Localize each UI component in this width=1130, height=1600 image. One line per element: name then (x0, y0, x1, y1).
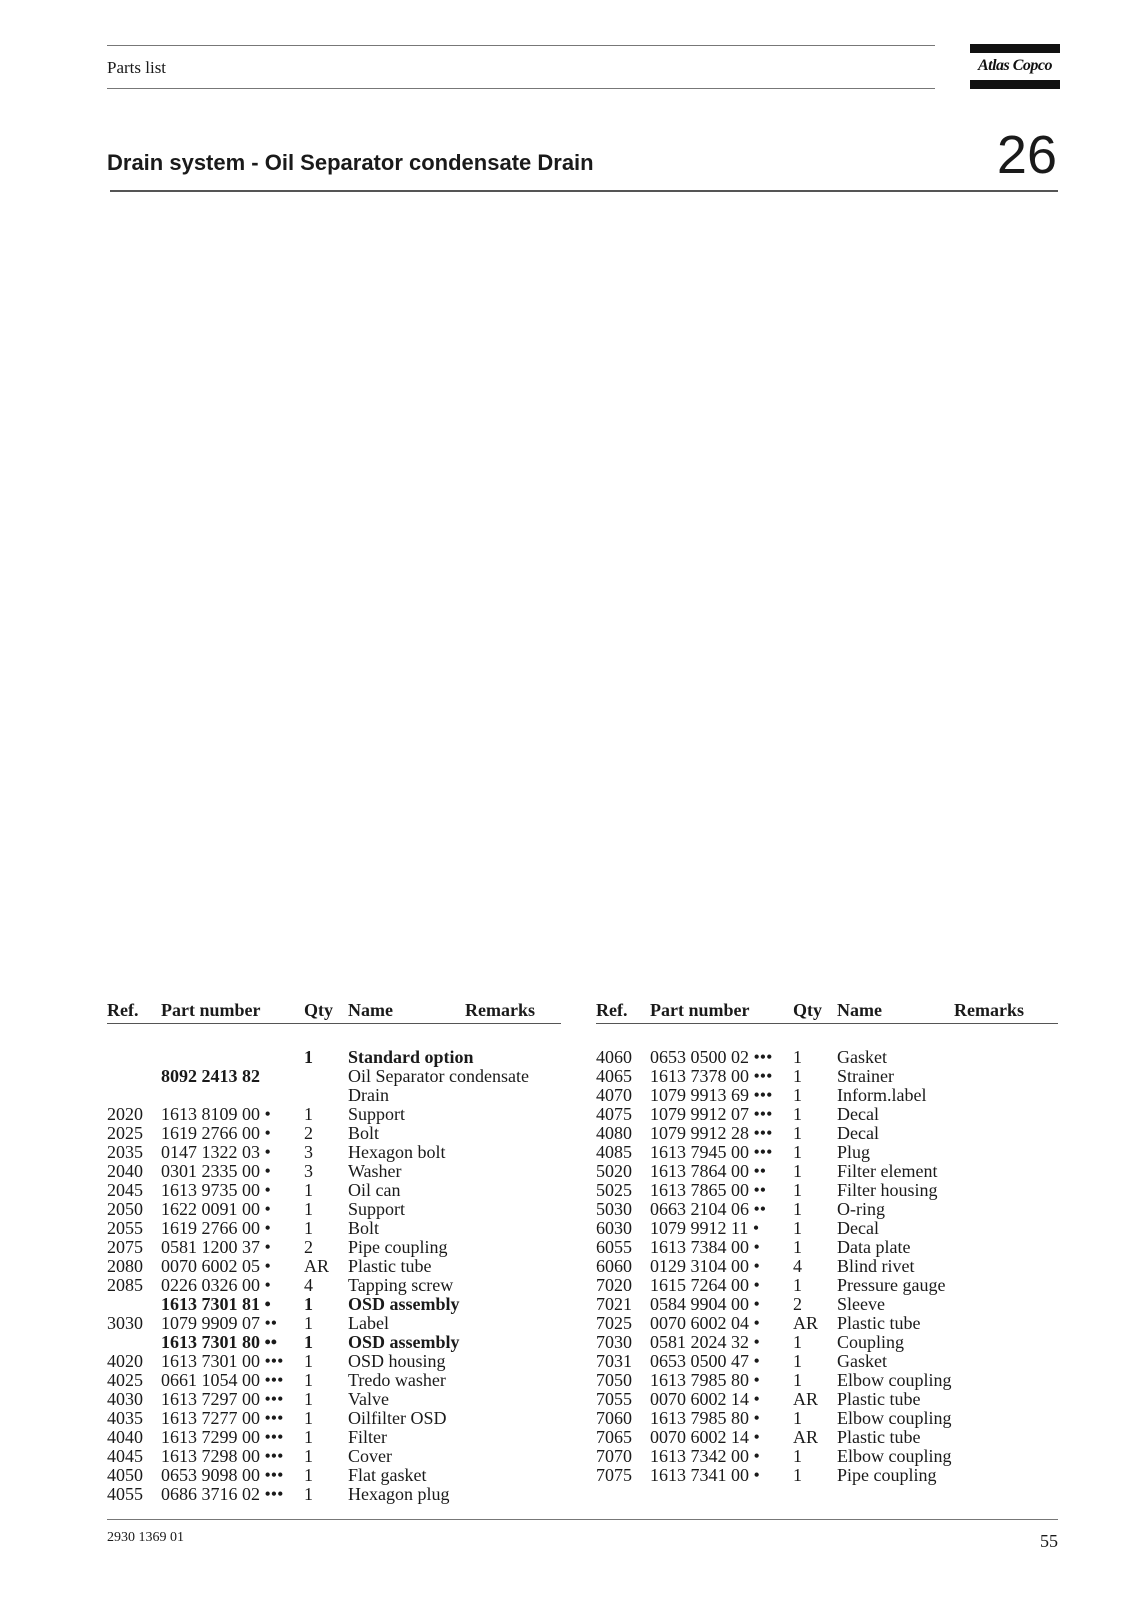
table-row (107, 1067, 574, 1086)
name-cell: Filter (348, 1427, 387, 1447)
part-number-cell: 1613 7985 80 • (650, 1370, 760, 1390)
table-row (596, 1048, 1063, 1067)
table-row (107, 1048, 574, 1067)
part-number-cell: 1613 7299 00 ••• (161, 1427, 284, 1447)
part-number-cell: 1613 7301 80 •• (161, 1332, 278, 1352)
qty-cell: 1 (793, 1237, 802, 1257)
ref-cell: 7021 (596, 1294, 632, 1314)
qty-cell: 1 (793, 1180, 802, 1200)
part-number-cell: 0581 2024 32 • (650, 1332, 760, 1352)
ref-cell: 5020 (596, 1161, 632, 1181)
qty-cell: AR (793, 1389, 819, 1409)
part-number-cell: 0661 1054 00 ••• (161, 1370, 284, 1390)
ref-cell: 4070 (596, 1085, 632, 1105)
name-cell: OSD housing (348, 1351, 446, 1371)
title-rule (110, 190, 1058, 192)
part-number-cell: 1613 7341 00 • (650, 1465, 760, 1485)
qty-cell: 1 (304, 1427, 313, 1447)
section-label: Parts list (107, 58, 167, 77)
part-number-cell: 1613 7384 00 • (650, 1237, 760, 1257)
name-cell: Valve (348, 1389, 389, 1409)
ref-cell: 2035 (107, 1142, 143, 1162)
ref-cell: 2050 (107, 1199, 143, 1219)
header-qty: Qty (304, 1000, 333, 1020)
table-row (596, 1352, 1063, 1371)
qty-cell: 1 (793, 1047, 802, 1067)
name-cell: Bolt (348, 1123, 380, 1143)
table-row (107, 1390, 574, 1409)
rows-container (107, 1048, 574, 1504)
name-cell: Gasket (837, 1351, 887, 1371)
table-row (107, 1485, 574, 1504)
name-cell: Plastic tube (348, 1256, 432, 1276)
header-name: Name (837, 1000, 882, 1020)
table-row (596, 1390, 1063, 1409)
part-number-cell: 1079 9909 07 •• (161, 1313, 278, 1333)
table-header (596, 1000, 1063, 1022)
header-remarks: Remarks (954, 1000, 1024, 1020)
name-cell: Pipe coupling (837, 1465, 937, 1485)
ref-cell: 2085 (107, 1275, 143, 1295)
name-cell: Hexagon bolt (348, 1142, 446, 1162)
name-cell: OSD assembly (348, 1294, 460, 1314)
table-row (107, 1447, 574, 1466)
table-row (107, 1295, 574, 1314)
name-cell: Oil Separator condensate (348, 1066, 529, 1086)
ref-cell: 7075 (596, 1465, 632, 1485)
qty-cell: 1 (304, 1351, 313, 1371)
part-number-cell: 1613 7342 00 • (650, 1446, 760, 1466)
qty-cell: 1 (793, 1465, 802, 1485)
name-cell: Bolt (348, 1218, 380, 1238)
part-number-cell: 0653 0500 47 • (650, 1351, 760, 1371)
ref-cell: 5025 (596, 1180, 632, 1200)
table-row (107, 1200, 574, 1219)
ref-cell: 2080 (107, 1256, 143, 1276)
table-row (596, 1276, 1063, 1295)
part-number-cell: 1613 8109 00 • (161, 1104, 271, 1124)
qty-cell: 2 (304, 1123, 313, 1143)
qty-cell: 1 (793, 1085, 802, 1105)
name-cell: Drain (348, 1085, 389, 1105)
rows-container (596, 1048, 1063, 1485)
part-number-cell: 0070 6002 05 • (161, 1256, 271, 1276)
table-row (596, 1238, 1063, 1257)
qty-cell: 1 (304, 1180, 313, 1200)
ref-cell: 2055 (107, 1218, 143, 1238)
table-row (107, 1428, 574, 1447)
parts-table-left (107, 1000, 574, 1504)
qty-cell: 1 (304, 1294, 313, 1314)
qty-cell: 1 (793, 1275, 802, 1295)
section-number: 26 (996, 125, 1057, 185)
name-cell: OSD assembly (348, 1332, 460, 1352)
part-number-cell: 1613 7301 81 • (161, 1294, 271, 1314)
qty-cell: 4 (304, 1275, 313, 1295)
part-number-cell: 1613 7378 00 ••• (650, 1066, 773, 1086)
qty-cell: AR (793, 1313, 819, 1333)
qty-cell: 1 (793, 1142, 802, 1162)
table-row (107, 1352, 574, 1371)
table-row (596, 1086, 1063, 1105)
ref-cell: 4030 (107, 1389, 143, 1409)
table-header (107, 1000, 574, 1022)
qty-cell: 3 (304, 1161, 313, 1181)
table-row (596, 1143, 1063, 1162)
part-number-cell: 0581 1200 37 • (161, 1237, 271, 1257)
part-number-cell: 1622 0091 00 • (161, 1199, 271, 1219)
name-cell: Plastic tube (837, 1427, 921, 1447)
qty-cell: 1 (793, 1351, 802, 1371)
header-rule (596, 1023, 1058, 1024)
name-cell: Decal (837, 1218, 879, 1238)
table-row (596, 1314, 1063, 1333)
qty-cell: 1 (793, 1066, 802, 1086)
name-cell: Sleeve (837, 1294, 885, 1314)
qty-cell: 1 (793, 1370, 802, 1390)
qty-cell: 1 (304, 1465, 313, 1485)
part-number-cell: 0070 6002 14 • (650, 1427, 760, 1447)
table-row (107, 1143, 574, 1162)
table-row (107, 1276, 574, 1295)
table-row (107, 1086, 574, 1105)
header-bottom-rule (107, 88, 935, 89)
name-cell: Oilfilter OSD (348, 1408, 447, 1428)
header-ref: Ref. (596, 1000, 628, 1020)
part-number-cell: 1619 2766 00 • (161, 1123, 271, 1143)
ref-cell: 7070 (596, 1446, 632, 1466)
ref-cell: 2075 (107, 1237, 143, 1257)
table-row (596, 1295, 1063, 1314)
qty-cell: 1 (304, 1389, 313, 1409)
part-number-cell: 1613 7985 80 • (650, 1408, 760, 1428)
part-number-cell: 0584 9904 00 • (650, 1294, 760, 1314)
name-cell: Filter element (837, 1161, 938, 1181)
part-number-cell: 1613 7301 00 ••• (161, 1351, 284, 1371)
ref-cell: 7055 (596, 1389, 632, 1409)
ref-cell: 7030 (596, 1332, 632, 1352)
name-cell: Plastic tube (837, 1313, 921, 1333)
ref-cell: 4085 (596, 1142, 632, 1162)
ref-cell: 7020 (596, 1275, 632, 1295)
qty-cell: 1 (304, 1370, 313, 1390)
name-cell: Support (348, 1104, 406, 1124)
qty-cell: 1 (304, 1332, 313, 1352)
table-row (107, 1257, 574, 1276)
qty-cell: 1 (304, 1218, 313, 1238)
qty-cell: 2 (304, 1237, 313, 1257)
header-ref: Ref. (107, 1000, 139, 1020)
header-remarks: Remarks (465, 1000, 535, 1020)
part-number-cell: 0070 6002 04 • (650, 1313, 760, 1333)
name-cell: Plug (837, 1142, 871, 1162)
ref-cell: 7025 (596, 1313, 632, 1333)
table-row (596, 1219, 1063, 1238)
name-cell: Elbow coupling (837, 1408, 952, 1428)
ref-cell: 2020 (107, 1104, 143, 1124)
ref-cell: 4060 (596, 1047, 632, 1067)
name-cell: Inform.label (837, 1085, 927, 1105)
header-qty: Qty (793, 1000, 822, 1020)
qty-cell: 2 (793, 1294, 802, 1314)
page-title: Drain system - Oil Separator condensate Drain (107, 150, 594, 175)
name-cell: Tredo washer (348, 1370, 446, 1390)
table-row (107, 1162, 574, 1181)
qty-cell: 1 (793, 1408, 802, 1428)
table-row (107, 1124, 574, 1143)
ref-cell: 4025 (107, 1370, 143, 1390)
part-number-cell: 0301 2335 00 • (161, 1161, 271, 1181)
part-number-cell: 1613 7945 00 ••• (650, 1142, 773, 1162)
ref-cell: 4035 (107, 1408, 143, 1428)
table-row (596, 1257, 1063, 1276)
qty-cell: 1 (793, 1332, 802, 1352)
header-name: Name (348, 1000, 393, 1020)
parts-table-right (596, 1000, 1063, 1485)
name-cell: Elbow coupling (837, 1446, 952, 1466)
table-row (596, 1181, 1063, 1200)
qty-cell: 1 (304, 1199, 313, 1219)
ref-cell: 7050 (596, 1370, 632, 1390)
name-cell: Support (348, 1199, 406, 1219)
table-row (107, 1314, 574, 1333)
name-cell: Standard option (348, 1047, 474, 1067)
table-row (596, 1409, 1063, 1428)
name-cell: Hexagon plug (348, 1484, 450, 1504)
header-rule (107, 1023, 561, 1024)
name-cell: Washer (348, 1161, 402, 1181)
part-number-cell: 8092 2413 82 (161, 1066, 260, 1086)
ref-cell: 4065 (596, 1066, 632, 1086)
part-number-cell: 0653 9098 00 ••• (161, 1465, 284, 1485)
part-number-cell: 1079 9913 69 ••• (650, 1085, 773, 1105)
name-cell: Tapping screw (348, 1275, 454, 1295)
ref-cell: 6060 (596, 1256, 632, 1276)
ref-cell: 2040 (107, 1161, 143, 1181)
logo-top-bar (970, 44, 1060, 53)
table-row (596, 1447, 1063, 1466)
qty-cell: 4 (793, 1256, 802, 1276)
ref-cell: 4020 (107, 1351, 143, 1371)
logo-bottom-bar (970, 80, 1060, 89)
qty-cell: 1 (304, 1313, 313, 1333)
table-row (596, 1124, 1063, 1143)
name-cell: Data plate (837, 1237, 911, 1257)
table-row (596, 1067, 1063, 1086)
page-number: 55 (1040, 1531, 1058, 1551)
part-number-cell: 1613 7298 00 ••• (161, 1446, 284, 1466)
part-number-cell: 1613 7277 00 ••• (161, 1408, 284, 1428)
qty-cell: 1 (304, 1484, 313, 1504)
table-row (107, 1371, 574, 1390)
logo-wordmark: Atlas Copco (977, 57, 1053, 74)
header-top-rule (107, 45, 935, 46)
ref-cell: 2045 (107, 1180, 143, 1200)
name-cell: Flat gasket (348, 1465, 427, 1485)
table-row (107, 1409, 574, 1428)
name-cell: O-ring (837, 1199, 885, 1219)
part-number-cell: 0686 3716 02 ••• (161, 1484, 284, 1504)
qty-cell: AR (304, 1256, 330, 1276)
name-cell: Elbow coupling (837, 1370, 952, 1390)
ref-cell: 4075 (596, 1104, 632, 1124)
part-number-cell: 0129 3104 00 • (650, 1256, 760, 1276)
part-number-cell: 0653 0500 02 ••• (650, 1047, 773, 1067)
name-cell: Decal (837, 1104, 879, 1124)
part-number-cell: 1079 9912 07 ••• (650, 1104, 773, 1124)
name-cell: Pipe coupling (348, 1237, 448, 1257)
table-row (596, 1200, 1063, 1219)
ref-cell: 7060 (596, 1408, 632, 1428)
ref-cell: 4080 (596, 1123, 632, 1143)
qty-cell: 1 (793, 1161, 802, 1181)
part-number-cell: 1615 7264 00 • (650, 1275, 760, 1295)
table-row (596, 1105, 1063, 1124)
qty-cell: 1 (304, 1446, 313, 1466)
part-number-cell: 1613 7865 00 •• (650, 1180, 767, 1200)
header-part-number: Part number (650, 1000, 750, 1020)
qty-cell: 1 (304, 1104, 313, 1124)
name-cell: Gasket (837, 1047, 887, 1067)
name-cell: Decal (837, 1123, 879, 1143)
table-row (596, 1466, 1063, 1485)
qty-cell: 1 (793, 1104, 802, 1124)
header-part-number: Part number (161, 1000, 261, 1020)
document-number: 2930 1369 01 (107, 1530, 184, 1545)
part-number-cell: 0663 2104 06 •• (650, 1199, 767, 1219)
part-number-cell: 0147 1322 03 • (161, 1142, 271, 1162)
ref-cell: 2025 (107, 1123, 143, 1143)
table-row (107, 1181, 574, 1200)
name-cell: Plastic tube (837, 1389, 921, 1409)
part-number-cell: 1613 7864 00 •• (650, 1161, 767, 1181)
qty-cell: 1 (793, 1218, 802, 1238)
part-number-cell: 0070 6002 14 • (650, 1389, 760, 1409)
table-row (596, 1428, 1063, 1447)
ref-cell: 4045 (107, 1446, 143, 1466)
name-cell: Oil can (348, 1180, 401, 1200)
ref-cell: 4050 (107, 1465, 143, 1485)
table-row (107, 1219, 574, 1238)
ref-cell: 4040 (107, 1427, 143, 1447)
name-cell: Cover (348, 1446, 392, 1466)
illustration-area (107, 200, 1057, 980)
ref-cell: 6055 (596, 1237, 632, 1257)
name-cell: Pressure gauge (837, 1275, 946, 1295)
qty-cell: AR (793, 1427, 819, 1447)
qty-cell: 3 (304, 1142, 313, 1162)
name-cell: Blind rivet (837, 1256, 915, 1276)
ref-cell: 5030 (596, 1199, 632, 1219)
ref-cell: 4055 (107, 1484, 143, 1504)
qty-cell: 1 (793, 1123, 802, 1143)
name-cell: Filter housing (837, 1180, 938, 1200)
part-number-cell: 0226 0326 00 • (161, 1275, 271, 1295)
part-number-cell: 1613 9735 00 • (161, 1180, 271, 1200)
part-number-cell: 1079 9912 28 ••• (650, 1123, 773, 1143)
brand-logo (970, 44, 1060, 90)
ref-cell: 3030 (107, 1313, 143, 1333)
ref-cell: 6030 (596, 1218, 632, 1238)
table-row (107, 1333, 574, 1352)
qty-cell: 1 (304, 1047, 313, 1067)
qty-cell: 1 (304, 1408, 313, 1428)
name-cell: Coupling (837, 1332, 905, 1352)
ref-cell: 7031 (596, 1351, 632, 1371)
table-row (107, 1466, 574, 1485)
part-number-cell: 1079 9912 11 • (650, 1218, 760, 1238)
part-number-cell: 1613 7297 00 ••• (161, 1389, 284, 1409)
table-row (107, 1105, 574, 1124)
name-cell: Strainer (837, 1066, 894, 1086)
table-row (596, 1162, 1063, 1181)
ref-cell: 7065 (596, 1427, 632, 1447)
table-row (596, 1333, 1063, 1352)
footer-rule (107, 1519, 1058, 1520)
name-cell: Label (348, 1313, 389, 1333)
table-row (107, 1238, 574, 1257)
qty-cell: 1 (793, 1446, 802, 1466)
table-row (596, 1371, 1063, 1390)
qty-cell: 1 (793, 1199, 802, 1219)
part-number-cell: 1619 2766 00 • (161, 1218, 271, 1238)
